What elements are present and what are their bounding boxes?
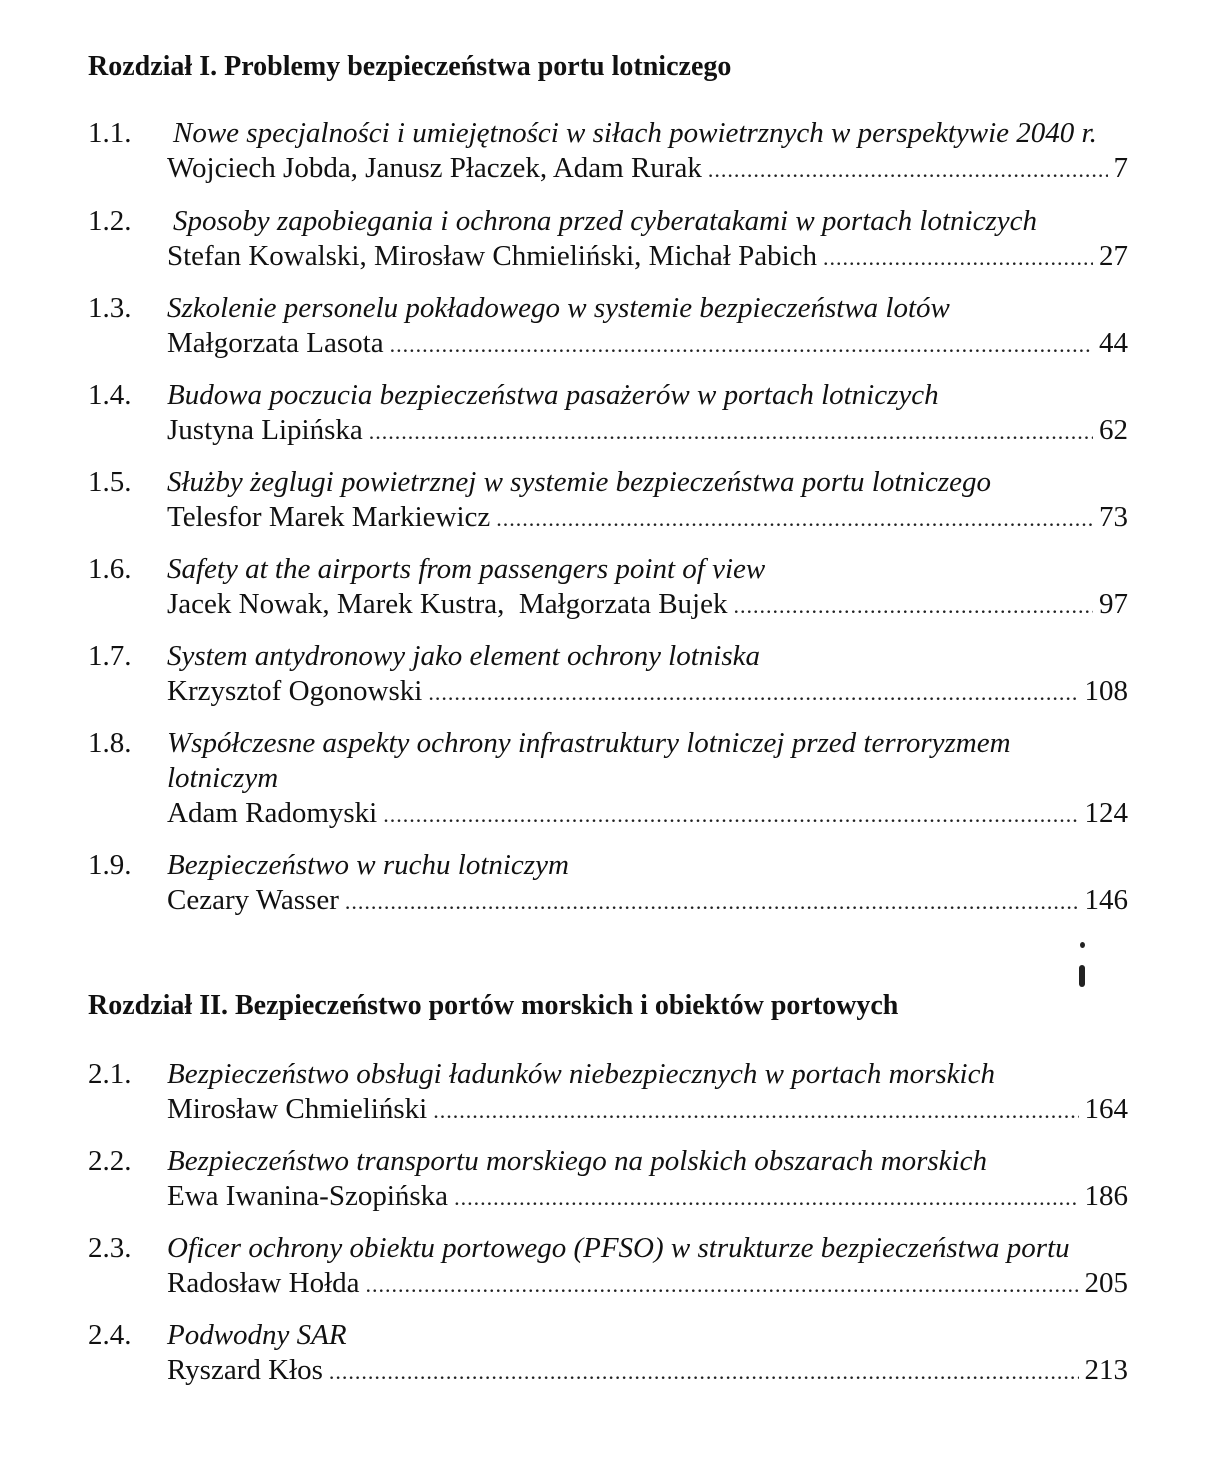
dot-leader bbox=[496, 501, 1093, 536]
entry-author-line bbox=[167, 796, 1128, 832]
entry-page-number: 164 bbox=[1084, 1093, 1128, 1125]
entry-title: Bezpieczeństwo transportu morskiego na polskich obszarach morskich bbox=[167, 1145, 987, 1177]
entry-authors: Justyna Lipińska bbox=[167, 414, 363, 446]
entry-page-number: 186 bbox=[1084, 1180, 1128, 1212]
entry-page-number: 27 bbox=[1099, 240, 1128, 272]
dot-leader bbox=[823, 240, 1093, 275]
entry-body bbox=[167, 1231, 1128, 1302]
entry-page-number: 97 bbox=[1099, 588, 1128, 620]
entry-authors: Cezary Wasser bbox=[167, 884, 339, 916]
entry-page-number: 213 bbox=[1084, 1354, 1128, 1386]
scan-speck bbox=[1079, 965, 1085, 987]
entry-body bbox=[167, 639, 1128, 710]
entry-page-number: 62 bbox=[1099, 414, 1128, 446]
dot-leader bbox=[383, 797, 1078, 832]
entry-author-line bbox=[167, 413, 1128, 449]
entry-title: Budowa poczucia bezpieczeństwa pasażerów w portach lotniczych bbox=[167, 379, 939, 411]
entry-title: Safety at the airports from passengers point of view bbox=[167, 553, 766, 585]
entry-author-line bbox=[167, 1266, 1128, 1302]
chapter-title: Rozdział II. Bezpieczeństwo portów morskich i obiektów portowych bbox=[88, 990, 899, 1021]
entry-author-line bbox=[167, 587, 1128, 623]
entry-title: Szkolenie personelu pokładowego w systemie bezpieczeństwa lotów bbox=[167, 292, 950, 324]
entry-number: 2.4. bbox=[88, 1319, 132, 1351]
dot-leader bbox=[428, 675, 1078, 710]
dot-leader bbox=[433, 1093, 1078, 1128]
entry-number: 2.1. bbox=[88, 1058, 132, 1090]
entry-authors: Ryszard Kłos bbox=[167, 1354, 323, 1386]
entry-author-line bbox=[167, 1353, 1128, 1389]
entry-body bbox=[167, 116, 1128, 187]
entry-body bbox=[167, 848, 1128, 919]
entry-authors: Krzysztof Ogonowski bbox=[167, 675, 423, 707]
entry-body bbox=[167, 1057, 1128, 1128]
dot-leader bbox=[390, 327, 1093, 362]
entry-body bbox=[167, 1318, 1128, 1389]
entry-number: 2.2. bbox=[88, 1145, 132, 1177]
chapter-title: Rozdział I. Problemy bezpieczeństwa portu lotniczego bbox=[88, 51, 732, 82]
entry-authors: Stefan Kowalski, Mirosław Chmieliński, Michał Pabich bbox=[167, 240, 818, 272]
entry-author-line bbox=[167, 883, 1128, 919]
dot-leader bbox=[733, 588, 1093, 623]
entry-body bbox=[167, 1144, 1128, 1215]
entry-authors: Wojciech Jobda, Janusz Płaczek, Adam Rurak bbox=[167, 152, 702, 184]
entry-number: 1.3. bbox=[88, 292, 132, 324]
entry-body bbox=[167, 378, 1128, 449]
entry-title: System antydronowy jako element ochrony lotniska bbox=[167, 640, 761, 672]
entry-page-number: 7 bbox=[1113, 152, 1128, 184]
entry-title: Podwodny SAR bbox=[167, 1319, 347, 1351]
entry-page-number: 73 bbox=[1099, 501, 1128, 533]
entry-body bbox=[167, 726, 1068, 796]
dot-leader bbox=[366, 1267, 1079, 1302]
entry-authors: Telesfor Marek Markiewicz bbox=[167, 501, 491, 533]
entry-number: 2.3. bbox=[88, 1232, 132, 1264]
entry-page-number: 124 bbox=[1084, 797, 1128, 829]
scan-speck bbox=[1080, 942, 1085, 948]
entry-body bbox=[167, 291, 1128, 362]
dot-leader bbox=[454, 1180, 1078, 1215]
entry-title: Oficer ochrony obiektu portowego (PFSO) w strukturze bezpieczeństwa portu bbox=[167, 1232, 1070, 1264]
entry-number: 1.8. bbox=[88, 727, 132, 759]
entry-title: Bezpieczeństwo obsługi ładunków niebezpiecznych w portach morskich bbox=[167, 1058, 995, 1090]
entry-author-line bbox=[167, 151, 1128, 187]
entry-body bbox=[167, 796, 1128, 832]
entry-authors: Małgorzata Lasota bbox=[167, 327, 384, 359]
entry-page-number: 146 bbox=[1084, 884, 1128, 916]
dot-leader bbox=[345, 884, 1079, 919]
entry-number: 1.4. bbox=[88, 379, 132, 411]
entry-title: Nowe specjalności i umiejętności w siłach powietrznych w perspektywie 2040 r. bbox=[173, 117, 1097, 149]
entry-title: Współczesne aspekty ochrony infrastruktury lotniczej przed terroryzmem lotniczym bbox=[167, 727, 1011, 794]
dot-leader bbox=[369, 414, 1093, 449]
entry-number: 1.9. bbox=[88, 849, 132, 881]
entry-authors: Mirosław Chmieliński bbox=[167, 1093, 428, 1125]
entry-body bbox=[167, 465, 1128, 536]
entry-author-line bbox=[167, 239, 1128, 275]
entry-body bbox=[167, 204, 1128, 275]
entry-number: 1.1. bbox=[88, 117, 132, 149]
entry-page-number: 108 bbox=[1084, 675, 1128, 707]
dot-leader bbox=[329, 1354, 1079, 1389]
entry-page-number: 205 bbox=[1084, 1267, 1128, 1299]
entry-authors: Ewa Iwanina-Szopińska bbox=[167, 1180, 449, 1212]
entry-title: Sposoby zapobiegania i ochrona przed cyberatakami w portach lotniczych bbox=[173, 205, 1037, 237]
entry-title: Bezpieczeństwo w ruchu lotniczym bbox=[167, 849, 569, 881]
entry-title: Służby żeglugi powietrznej w systemie bezpieczeństwa portu lotniczego bbox=[167, 466, 991, 498]
entry-author-line bbox=[167, 1092, 1128, 1128]
entry-authors: Adam Radomyski bbox=[167, 797, 378, 829]
entry-number: 1.2. bbox=[88, 205, 132, 237]
entry-author-line bbox=[167, 674, 1128, 710]
entry-number: 1.6. bbox=[88, 553, 132, 585]
entry-author-line bbox=[167, 326, 1128, 362]
entry-number: 1.5. bbox=[88, 466, 132, 498]
entry-authors: Jacek Nowak, Marek Kustra, Małgorzata Bujek bbox=[167, 588, 728, 620]
entry-authors: Radosław Hołda bbox=[167, 1267, 360, 1299]
entry-page-number: 44 bbox=[1099, 327, 1128, 359]
entry-author-line bbox=[167, 500, 1128, 536]
entry-author-line bbox=[167, 1179, 1128, 1215]
entry-number: 1.7. bbox=[88, 640, 132, 672]
entry-body bbox=[167, 552, 1128, 623]
dot-leader bbox=[708, 152, 1108, 187]
